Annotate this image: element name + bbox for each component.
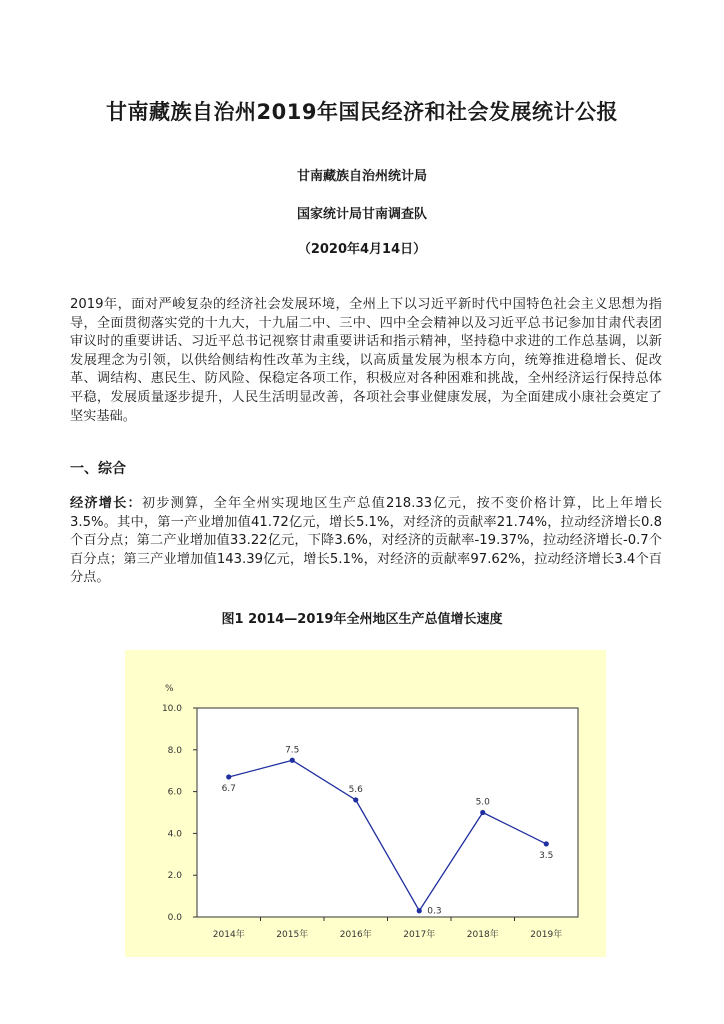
publish-date: （2020年4月14日） bbox=[297, 242, 427, 257]
data-label: 0.3 bbox=[427, 906, 442, 917]
plot-area bbox=[197, 708, 578, 917]
issuer-survey-team: 国家统计局甘南调查队 bbox=[296, 207, 427, 222]
y-tick-label: 2.0 bbox=[167, 871, 182, 882]
economic-growth-lead: 经济增长： bbox=[70, 496, 142, 511]
data-point bbox=[480, 810, 485, 815]
y-axis-unit-label: % bbox=[165, 684, 174, 694]
data-label: 5.6 bbox=[348, 784, 363, 795]
intro-paragraph: 2019年，面对严峻复杂的经济社会发展环境，全州上下以习近平新时代中国特色社会主义思想为指导，全面贯彻落实党的十九大，十九届二中、三中、四中全会精神以及习近平总书记参加甘肃代表团审议时的重要讲话、习近平总书记视察甘肃重要讲话和指示精神，坚持稳中求进的工作总基调，以新发展理念为引领，以供给侧结构性改革为主线，以高质量发展为根本方向，统筹推进稳增长、促改革、调结构、惠民生、防风险、保稳定各项工作，积极应对各种困难和挑战，全州经济运行保持总体平稳，发展质量逐步提升，人民生活明显改善，各项社会事业健康发展，为全面建成小康社会奠定了坚实基础。 bbox=[70, 297, 662, 424]
section-heading-overview: 一、综合 bbox=[70, 461, 126, 477]
gdp-growth-chart bbox=[125, 650, 606, 957]
x-tick-label: 2019年 bbox=[530, 930, 563, 940]
x-tick-label: 2018年 bbox=[466, 930, 499, 940]
data-point bbox=[544, 841, 549, 846]
y-tick-label: 0.0 bbox=[167, 913, 182, 923]
data-label: 5.0 bbox=[475, 797, 490, 808]
economic-growth-text: 初步测算，全年全州实现地区生产总值218.33亿元，按不变价格计算，比上年增长3.5%。其中，第一产业增加值41.72亿元，增长5.1%，对经济的贡献率21.74%，拉动经济增长0.8个百分点；第二产业增加值33.22亿元，下降3.6%，对经济的贡献率-19.37%，拉动经济增长-0.7个百分点；第三产业增加值143.39亿元，增长5.1%，对经济的贡献率97.62%，拉动经济增长3.4个百分点。 bbox=[70, 496, 663, 586]
x-axis-ticks bbox=[213, 917, 562, 940]
data-point bbox=[290, 758, 295, 763]
data-point bbox=[226, 774, 231, 779]
page-title: 甘南藏族自治州2019年国民经济和社会发展统计公报 bbox=[106, 100, 618, 124]
issuer-statistics-bureau: 甘南藏族自治州统计局 bbox=[296, 169, 427, 184]
data-label: 7.5 bbox=[285, 745, 300, 756]
data-label: 6.7 bbox=[221, 783, 236, 794]
data-label: 3.5 bbox=[539, 850, 554, 861]
x-tick-label: 2016年 bbox=[339, 930, 372, 940]
y-tick-label: 6.0 bbox=[167, 787, 182, 798]
figure-caption: 图1 2014—2019年全州地区生产总值增长速度 bbox=[221, 612, 503, 627]
x-tick-label: 2014年 bbox=[212, 930, 245, 940]
y-tick-label: 8.0 bbox=[167, 745, 182, 756]
data-point bbox=[353, 797, 358, 802]
chart-canvas bbox=[125, 650, 606, 957]
x-tick-label: 2017年 bbox=[403, 930, 436, 940]
x-tick-label: 2015年 bbox=[276, 930, 309, 940]
data-point bbox=[417, 908, 422, 913]
y-tick-label: 10.0 bbox=[161, 704, 182, 714]
economic-growth-paragraph bbox=[70, 495, 662, 588]
y-tick-label: 4.0 bbox=[167, 829, 182, 840]
y-axis-ticks bbox=[162, 704, 197, 923]
